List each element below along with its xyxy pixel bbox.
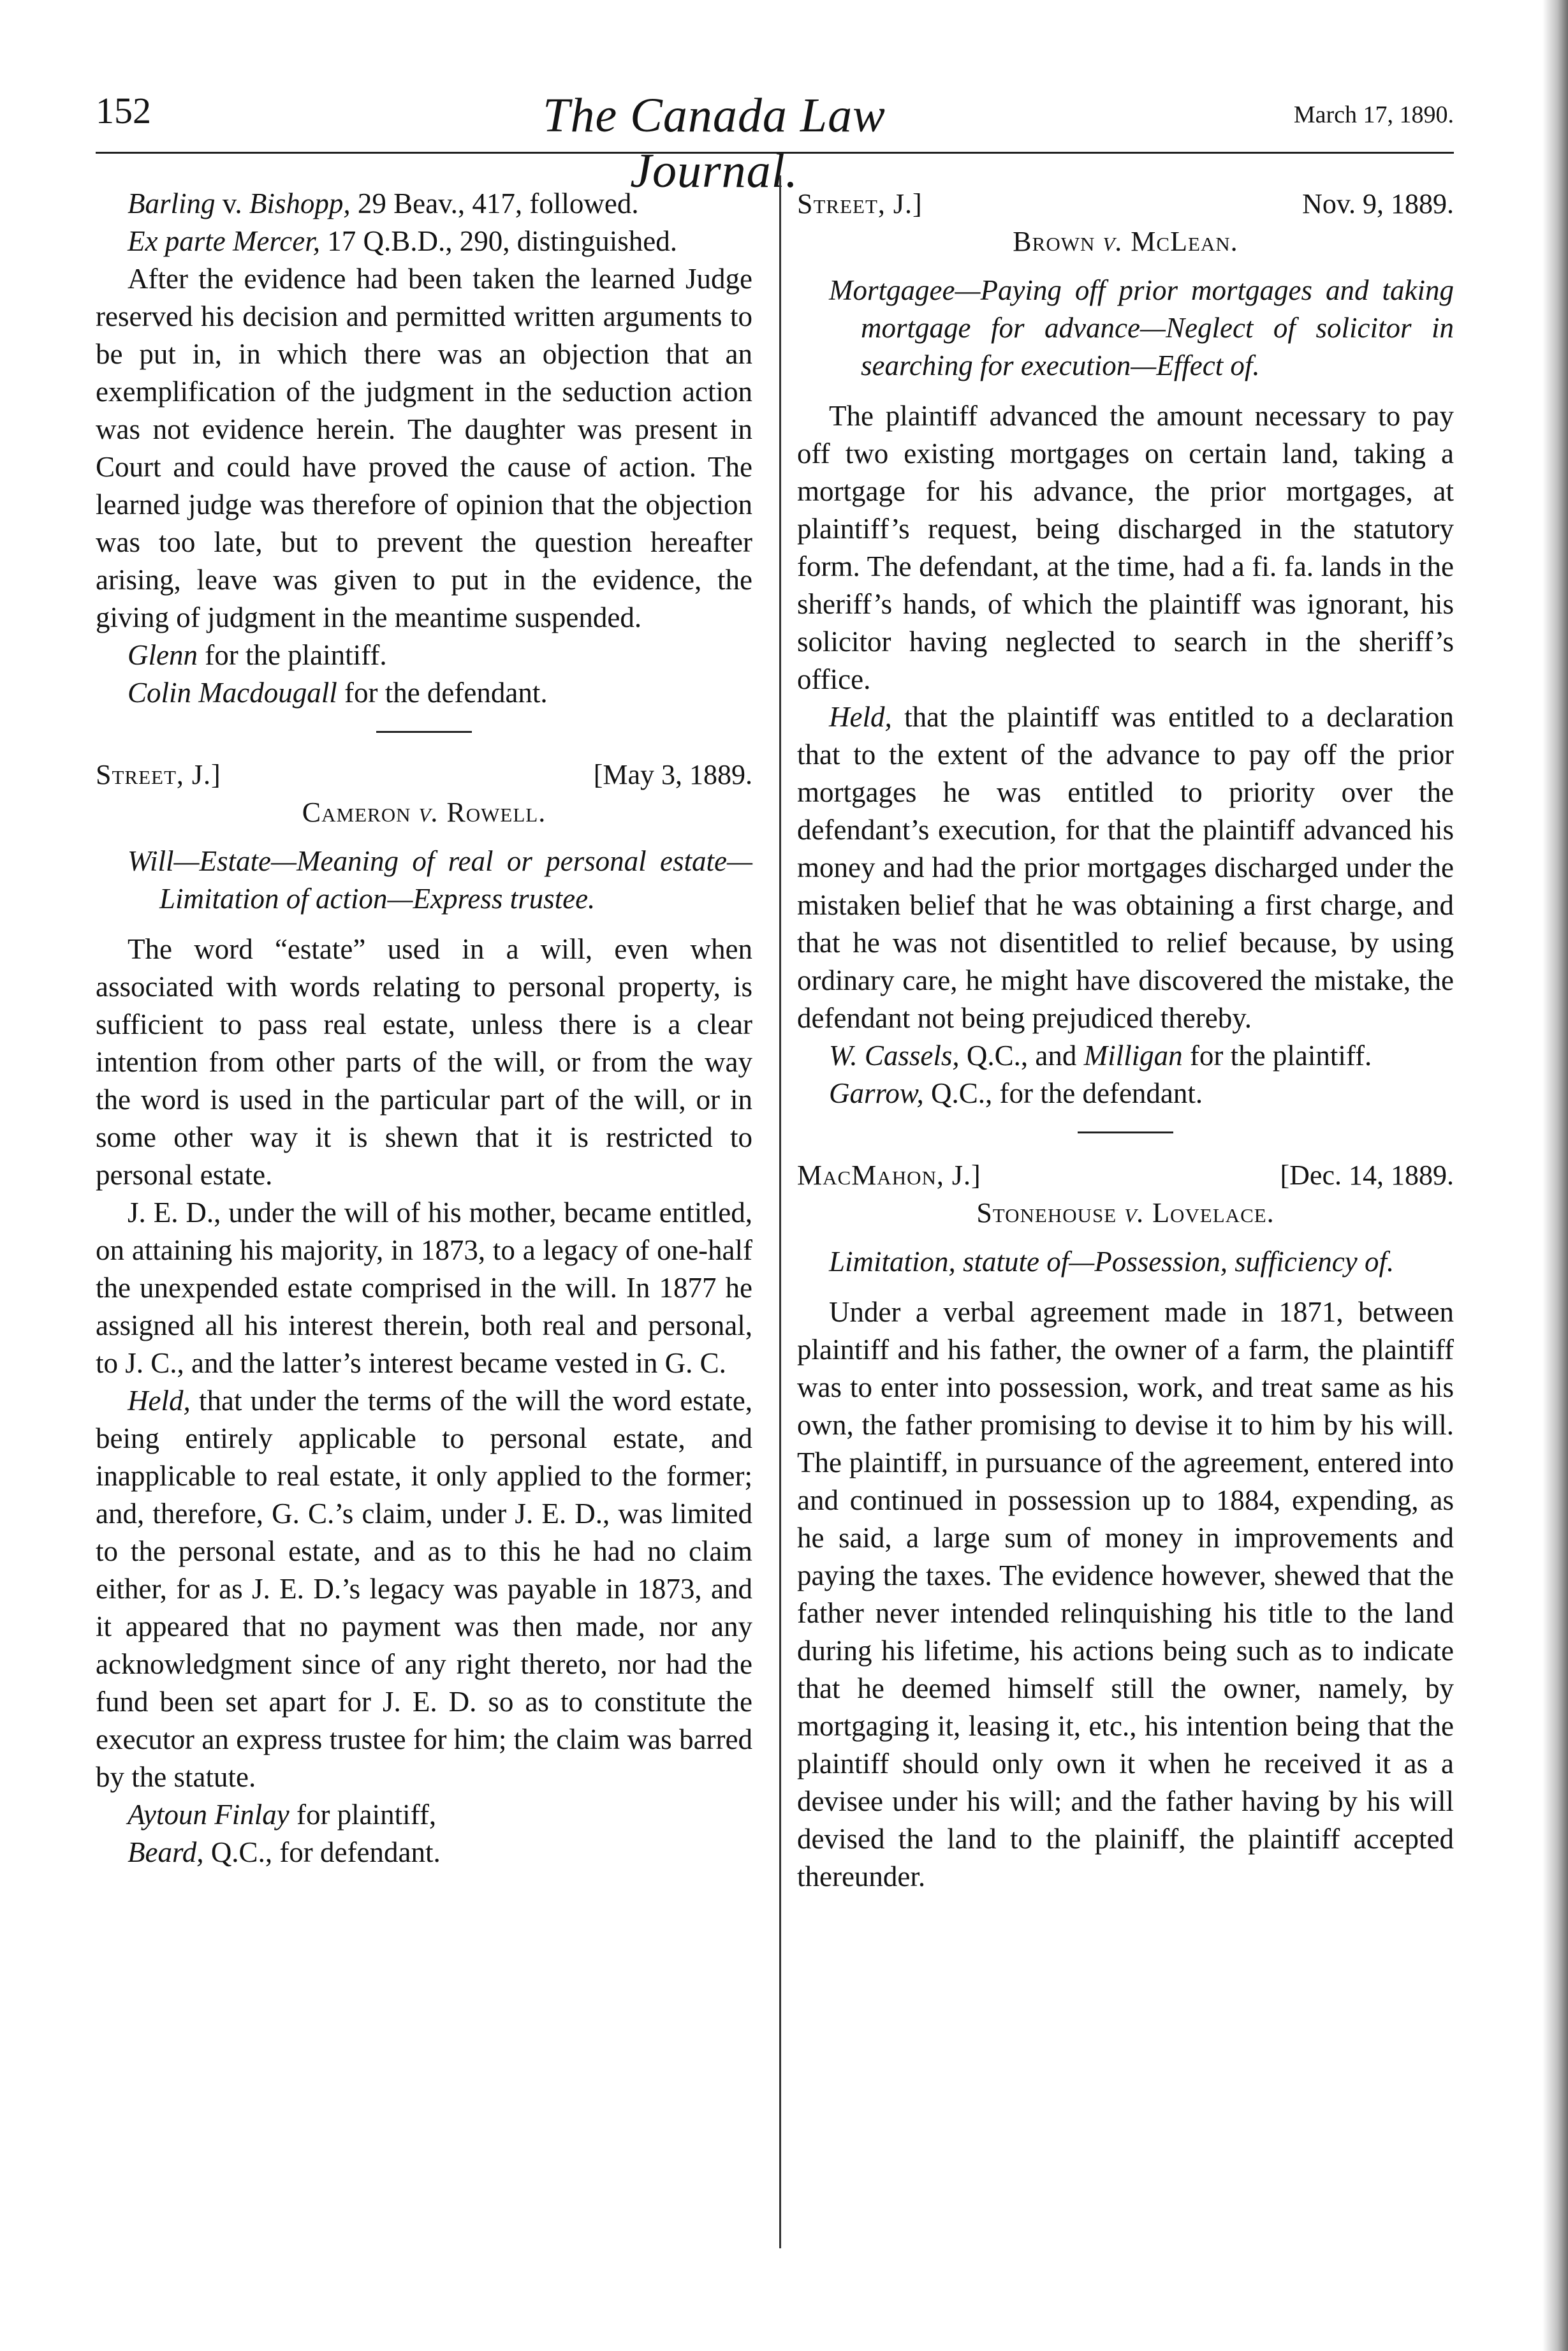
body-paragraph: The word “estate” used in a will, even when associated with words relating to personal property, is sufficient to pass real estate, unless there is a clear intention from other parts of the will, or from the way the word is used in the particular part of the will, or in some other way it is shewn that it is restricted to personal estate. [96, 933, 752, 1191]
counsel-role: for the plaintiff. [1189, 1040, 1372, 1072]
party-name: Cameron [302, 797, 411, 828]
case-date: [Dec. 14, 1889. [1280, 1160, 1454, 1191]
header-rule [96, 152, 1454, 154]
page-edge-shadow [1542, 0, 1568, 2351]
party-name: Brown [1013, 226, 1095, 257]
body-paragraph: J. E. D., under the will of his mother, became entitled, on attaining his majority, in 1873, to a legacy of one-half the unexpended estate comprised in the will. In 1877 he assigned all his interest therein, both real and personal, to J. C., and the latter’s interest became vested in G. C. [96, 1197, 752, 1379]
party-name: Lovelace. [1152, 1197, 1275, 1228]
case-header [797, 1156, 1454, 1194]
case-title [797, 1194, 1454, 1232]
versus: v. [222, 188, 242, 219]
held-text: that under the terms of the will the word estate, being entirely applicable to personal estate, and inapplicable to real estate, it only applied to the former; and, therefore, G. C.’s claim, under J. E. D., was limited to the personal estate, and as to this he had no claim either, for as J. E. D.’s legacy was payable in 1873, and it appeared that no payment was then made, nor any acknowledgment since of any right thereto, nor had the fund been set apart for J. E. D. so as to constitute the executor an express trustee for him; the claim was barred by the statute. [96, 1385, 753, 1793]
judge-name: MacMahon, J.] [797, 1160, 981, 1191]
counsel-name: W. Cassels, [829, 1040, 960, 1072]
citation-detail: 17 Q.B.D., 290, distinguished. [327, 225, 678, 257]
case-date: Nov. 9, 1889. [1302, 188, 1454, 219]
counsel-name: Beard, [128, 1836, 204, 1868]
case-headnote: Limitation, statute of—Possession, sufficiency of. [829, 1246, 1395, 1278]
citation-distinguished [96, 223, 752, 260]
page-header [96, 77, 1454, 198]
counsel-role: for the plaintiff. [205, 639, 387, 671]
right-column [797, 185, 1454, 1896]
citation-followed [96, 185, 752, 223]
case-name: Bishopp, [249, 188, 351, 219]
party-name: Stonehouse [976, 1197, 1117, 1228]
held-paragraph [96, 1382, 752, 1796]
held-paragraph [797, 698, 1454, 1037]
held-text: that the plaintiff was entitled to a declaration that to the extent of the advance to pay off the prior mortgages he was entitled to priority over the defendant’s execution, for that the plaintiff advanced his money and had the prior mortgages discharged under the mistaken belief that he was obtaining a first charge, and that he was not disentitled to relief because, by using ordinary care, he might have discovered the mistake, the defendant not being prejudiced thereby. [797, 701, 1454, 1034]
counsel-line [797, 1075, 1454, 1112]
counsel-line [96, 1834, 752, 1871]
counsel-name: Aytoun Finlay [128, 1799, 289, 1831]
case-name: Ex parte Mercer, [128, 225, 320, 257]
case-headnote: Mortgagee—Paying off prior mortgages and taking mortgage for advance—Neglect of solicitor in searching for execution—Effect of. [829, 274, 1454, 381]
party-name: Rowell. [446, 797, 546, 828]
counsel-role: for the defendant. [344, 677, 548, 709]
case-headnote: Will—Estate—Meaning of real or personal estate—Limitation of action—Express trustee. [128, 845, 752, 915]
body-paragraph: After the evidence had been taken the learned Judge reserved his decision and permitted written arguments to be put in, in which there was an objection that an exemplification of the judgment in the seduction action was not evidence herein. The daughter was present in Court and could have proved the cause of action. The learned judge was therefore of opinion that the objection was too late, but to prevent the question hereafter arising, leave was given to put in the evidence, the giving of judgment in the meantime suspended. [96, 263, 752, 633]
page-number: 152 [96, 90, 151, 131]
counsel-role: Q.C., for the defendant. [931, 1077, 1203, 1109]
counsel-name: Milligan [1083, 1040, 1183, 1072]
judge-name: Street, J.] [96, 759, 221, 790]
versus: v. [1124, 1197, 1145, 1228]
journal-title: The Canada Law Journal. [543, 89, 886, 198]
counsel-line [797, 1037, 1454, 1075]
party-name: McLean. [1131, 226, 1238, 257]
versus: v. [1103, 226, 1124, 257]
section-separator [376, 731, 472, 733]
body-paragraph: Under a verbal agreement made in 1871, between plaintiff and his father, the owner of a farm, the plaintiff was to enter into possession, work, and treat same as his own, the father promising to devise it to him by his will. The plaintiff, in pursuance of the agreement, entered into and continued in possession up to 1884, expending, as he said, a large sum of money in improvements and paying the taxes. The evidence however, shewed that the father never intended relinquishing his title to the land during his lifetime, his actions being such as to indicate that he deemed himself still the owner, namely, by mortgaging it, leasing it, etc., his intention being that the plaintiff should only own it when he received it as a devisee under his will; and the father having by his will devised the land to the plainiff, the plaintiff accepted thereunder. [797, 1296, 1454, 1892]
held-label: Held, [128, 1385, 191, 1417]
counsel-name: Glenn [128, 639, 198, 671]
counsel-line [96, 637, 752, 674]
case-date: [May 3, 1889. [593, 759, 752, 790]
counsel-role: for plaintiff, [296, 1799, 437, 1831]
case-name: Barling [128, 188, 216, 219]
counsel-line [96, 1796, 752, 1834]
section-separator [1078, 1131, 1173, 1133]
body-paragraph: The plaintiff advanced the amount necessary to pay off two existing mortgages on certain land, taking a mortgage for his advance, the prior mortgages, at plaintiff’s request, being discharged in the statutory form. The defendant, at the time, had a fi. fa. lands in the sheriff’s hands, of which the plaintiff was ignorant, his solicitor having neglected to search in the sheriff’s office. [797, 400, 1454, 695]
citation-detail: 29 Beav., 417, followed. [357, 188, 639, 219]
counsel-role: Q.C., for defendant. [210, 1836, 441, 1868]
case-header [96, 756, 752, 793]
judge-name: Street, J.] [797, 188, 923, 219]
counsel-name: Garrow, [829, 1077, 924, 1109]
case-title [96, 793, 752, 831]
issue-date: March 17, 1890. [1293, 101, 1454, 128]
counsel-name: Colin Macdougall [128, 677, 337, 709]
counsel-role: Q.C., and [966, 1040, 1077, 1072]
held-label: Held, [829, 701, 892, 733]
case-title [797, 223, 1454, 260]
left-column [96, 185, 752, 1871]
column-divider [779, 175, 781, 2248]
versus: v. [418, 797, 439, 828]
case-header [797, 185, 1454, 223]
counsel-line [96, 674, 752, 712]
